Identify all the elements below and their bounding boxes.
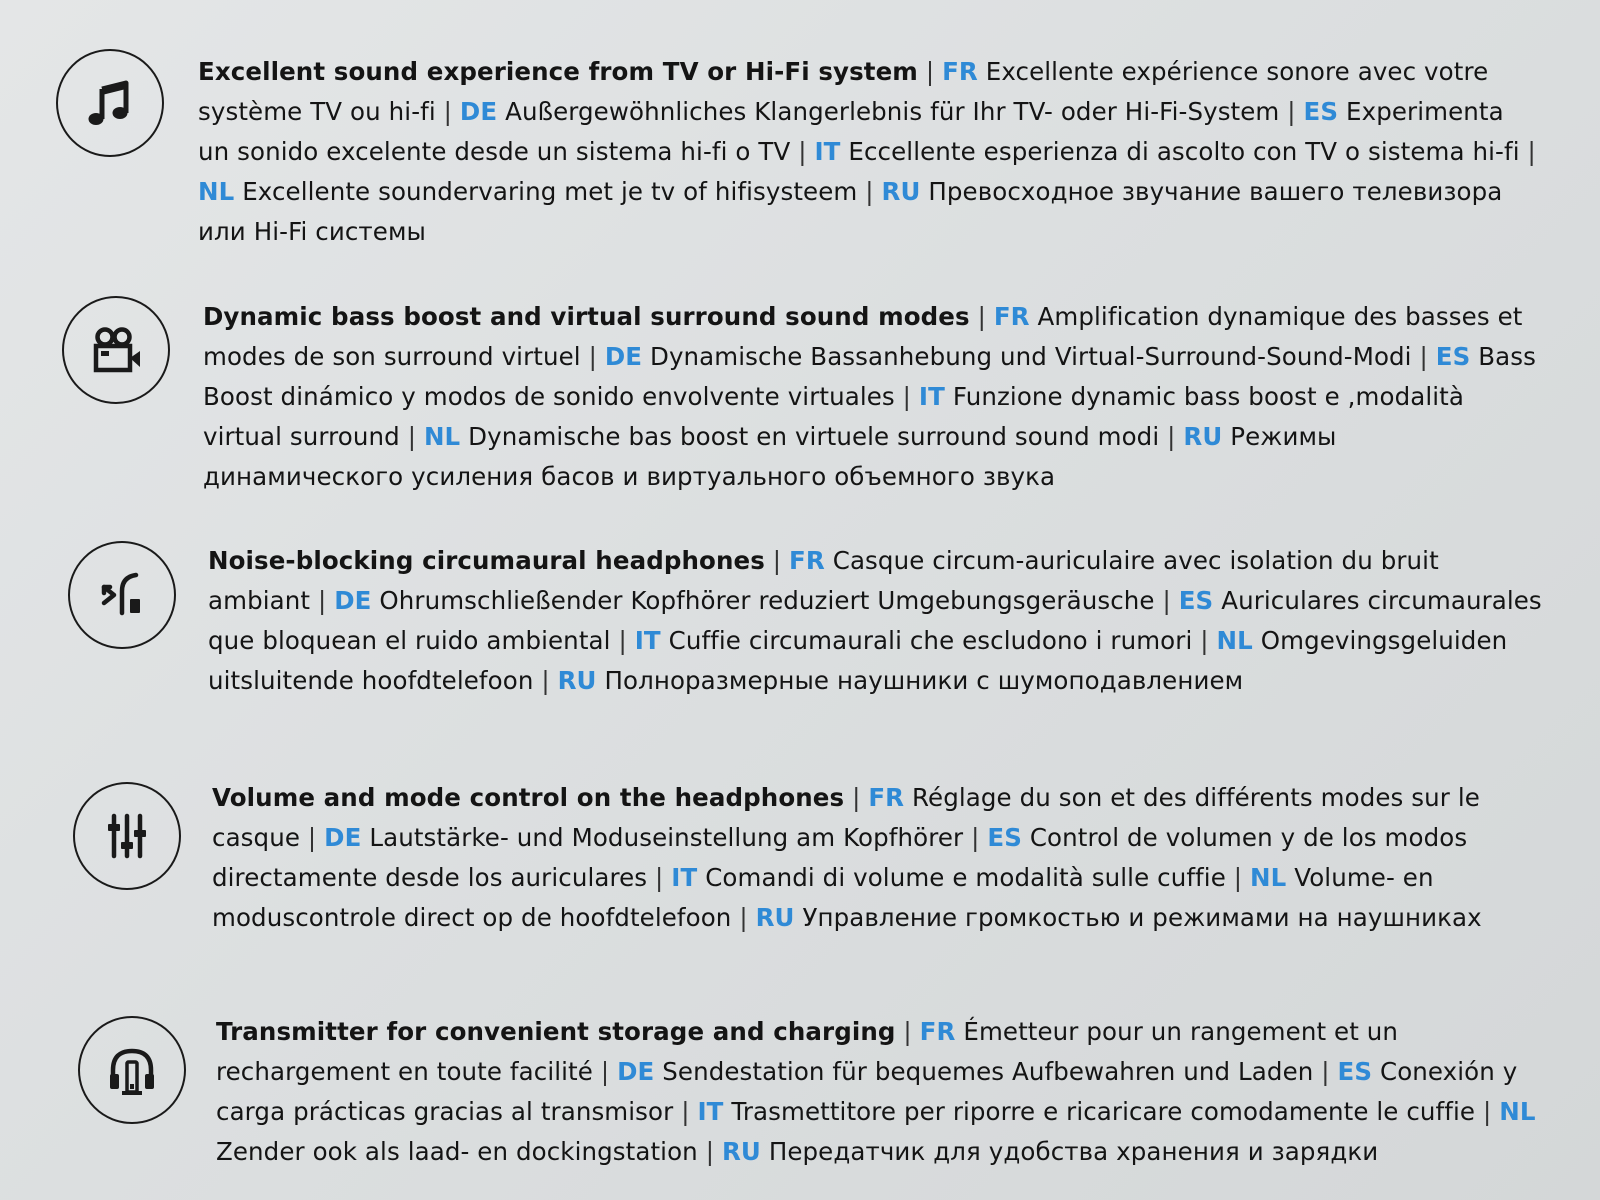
translation-nl: Omgevingsgeluiden uitsluitende hoofdtelefoon — [208, 626, 1508, 695]
lang-code-it: IT — [697, 1097, 724, 1126]
translation-nl: Zender ook als laad- en dockingstation — [216, 1137, 698, 1166]
lang-code-it: IT — [671, 863, 698, 892]
feature-title: Excellent sound experience from TV or Hi-Fi system — [198, 57, 918, 86]
feature-title: Noise-blocking circumaural headphones — [208, 546, 765, 575]
lang-code-it: IT — [814, 137, 841, 166]
lang-code-de: DE — [324, 823, 362, 852]
translation-es: Experimenta un sonido excelente desde un sistema hi-fi o TV — [198, 97, 1504, 166]
translation-ru: Передатчик для удобства хранения и зарядки — [768, 1137, 1379, 1166]
feature-title: Volume and mode control on the headphones — [212, 783, 845, 812]
lang-code-nl: NL — [198, 177, 235, 206]
translation-de: Ohrumschließender Kopfhörer reduziert Umgebungsgeräusche — [379, 586, 1155, 615]
translation-fr: Excellente expérience sonore avec votre système TV ou hi-fi — [198, 57, 1489, 126]
translation-nl: Volume- en moduscontrole direct op de hoofdtelefoon — [212, 863, 1434, 932]
lang-code-ru: RU — [557, 666, 597, 695]
lang-code-de: DE — [617, 1057, 655, 1086]
headphones-transmitter-icon — [78, 1016, 186, 1124]
translation-ru: Полноразмерные наушники с шумоподавлением — [604, 666, 1244, 695]
noise-blocking-icon — [68, 541, 176, 649]
lang-code-ru: RU — [1183, 422, 1223, 451]
feature-title: Dynamic bass boost and virtual surround sound modes — [203, 302, 970, 331]
translation-fr: Casque circum-auriculaire avec isolation du bruit ambiant — [208, 546, 1439, 615]
lang-code-es: ES — [987, 823, 1022, 852]
lang-code-fr: FR — [789, 546, 825, 575]
lang-code-it: IT — [918, 382, 945, 411]
feature-text: Volume and mode control on the headphones | FR Réglage du son et des différents modes sur le casque | DE Lautstärke- und Moduseinstellung am Kopfhörer | ES Control de volumen y de los modos directamente desde los auriculares | IT Comandi di volume e modalità sulle cuffie | NL Volume- en moduscontrole direct op de hoofdtelefoon | RU Управление громкостью и режимами на наушниках — [212, 783, 1482, 932]
lang-code-de: DE — [334, 586, 372, 615]
feature-text: Excellent sound experience from TV or Hi-Fi system | FR Excellente expérience sonore avec votre système TV ou hi-fi | DE Außergewöhnliches Klangerlebnis für Ihr TV- oder Hi-Fi-System | ES Experimenta un sonido excelente desde un sistema hi-fi o TV | IT Eccellente esperienza di ascolto con TV o sistema hi-fi | NL Excellente soundervaring met je tv of hifisysteem | RU Превосходное звучание вашего телевизора или Hi-Fi системы — [198, 57, 1536, 246]
feature-text: Transmitter for convenient storage and charging | FR Émetteur pour un rangement et un rechargement en toute facilité | DE Sendestation für bequemes Aufbewahren und Laden | ES Conexión y carga prácticas gracias al transmisor | IT Trasmettitore per riporre e ricaricare comodamente le cuffie | NL Zender ook als laad- en dockingstation | RU Передатчик для удобства хранения и зарядки — [216, 1017, 1536, 1166]
movie-camera-icon — [62, 296, 170, 404]
translation-fr: Amplification dynamique des basses et modes de son surround virtuel — [203, 302, 1523, 371]
translation-es: Conexión y carga prácticas gracias al transmisor — [216, 1057, 1518, 1126]
translation-nl: Dynamische bas boost en virtuele surround sound modi — [468, 422, 1160, 451]
lang-code-fr: FR — [868, 783, 905, 812]
lang-code-nl: NL — [1499, 1097, 1536, 1126]
lang-code-ru: RU — [721, 1137, 761, 1166]
translation-ru: Превосходное звучание вашего телевизора или Hi-Fi системы — [198, 177, 1503, 246]
feature-text: Noise-blocking circumaural headphones | FR Casque circum-auriculaire avec isolation du bruit ambiant | DE Ohrumschließender Kopfhörer reduziert Umgebungsgeräusche | ES Auriculares circumaurales que bloquean el ruido ambiental | IT Cuffie circumaurali che escludono i rumori | NL Omgevingsgeluiden uitsluitende hoofdtelefoon | RU Полноразмерные наушники с шумоподавлением — [208, 546, 1542, 695]
lang-code-de: DE — [459, 97, 498, 126]
lang-code-es: ES — [1435, 342, 1471, 371]
translation-fr: Émetteur pour un rangement et un rechargement en toute facilité — [216, 1017, 1399, 1086]
feature-title: Transmitter for convenient storage and charging — [216, 1017, 896, 1046]
lang-code-fr: FR — [919, 1017, 956, 1046]
translation-de: Dynamische Bassanhebung und Virtual-Surround-Sound-Modi — [649, 342, 1412, 371]
translation-es: Auriculares circumaurales que bloquean el ruido ambiental — [208, 586, 1542, 655]
translation-it: Eccellente esperienza di ascolto con TV o sistema hi-fi — [848, 137, 1520, 166]
translation-de: Außergewöhnliches Klangerlebnis für Ihr TV- oder Hi-Fi-System — [505, 97, 1280, 126]
translation-fr: Réglage du son et des différents modes sur le casque — [212, 783, 1480, 852]
lang-code-es: ES — [1337, 1057, 1373, 1086]
lang-code-ru: RU — [755, 903, 795, 932]
lang-code-es: ES — [1303, 97, 1339, 126]
lang-code-it: IT — [634, 626, 661, 655]
sliders-icon — [73, 782, 181, 890]
translation-it: Cuffie circumaurali che escludono i rumori — [668, 626, 1193, 655]
translation-nl: Excellente soundervaring met je tv of hifisysteem — [242, 177, 858, 206]
translation-de: Sendestation für bequemes Aufbewahren und Laden — [662, 1057, 1314, 1086]
translation-es: Control de volumen y de los modos directamente desde los auriculares — [212, 823, 1468, 892]
translation-it: Trasmettitore per riporre e ricaricare comodamente le cuffie — [731, 1097, 1476, 1126]
translation-de: Lautstärke- und Moduseinstellung am Kopfhörer — [369, 823, 964, 852]
lang-code-nl: NL — [423, 422, 461, 451]
translation-ru: Режимы динамического усиления басов и виртуального объемного звука — [203, 422, 1337, 491]
lang-code-nl: NL — [1216, 626, 1253, 655]
translation-it: Comandi di volume e modalità sulle cuffie — [705, 863, 1226, 892]
lang-code-ru: RU — [881, 177, 921, 206]
music-note-icon — [56, 49, 164, 157]
lang-code-fr: FR — [993, 302, 1030, 331]
translation-es: Bass Boost dinámico y modos de sonido envolvente virtuales — [203, 342, 1536, 411]
lang-code-de: DE — [604, 342, 643, 371]
translation-ru: Управление громкостью и режимами на наушниках — [802, 903, 1482, 932]
feature-text: Dynamic bass boost and virtual surround sound modes | FR Amplification dynamique des basses et modes de son surround virtuel | DE Dynamische Bassanhebung und Virtual-Surround-Sound-Modi | ES Bass Boost dinámico y modos de sonido envolvente virtuales | IT Funzione dynamic bass boost e ,modalità virtual surround | NL Dynamische bas boost en virtuele surround sound modi | RU Режимы динамического усиления басов и виртуального объемного звука — [203, 302, 1536, 491]
lang-code-fr: FR — [942, 57, 978, 86]
translation-it: Funzione dynamic bass boost e ,modalità virtual surround — [203, 382, 1464, 451]
lang-code-es: ES — [1178, 586, 1214, 615]
lang-code-nl: NL — [1250, 863, 1287, 892]
